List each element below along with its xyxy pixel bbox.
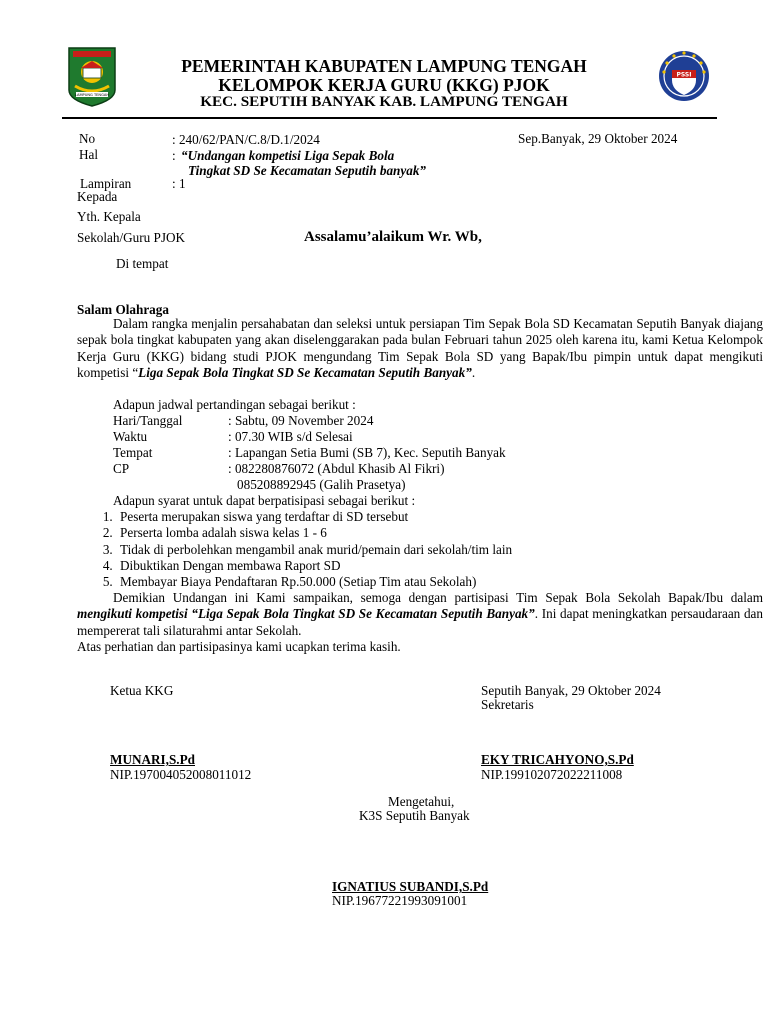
list-item: 1. Peserta merupakan siswa yang terdaftar di SD tersebut bbox=[116, 509, 512, 525]
schedule-value-cp-2: 085208892945 (Galih Prasetya) bbox=[237, 477, 406, 492]
body-paragraph-1-end: . bbox=[471, 364, 476, 380]
hal-value-2: Tingkat SD Se Kecamatan Seputih banyak” bbox=[188, 163, 427, 178]
list-item: 2. Perserta lomba adalah siswa kelas 1 - 6 bbox=[116, 525, 512, 541]
body-paragraph-1-text: Dalam rangka menjalin persahabatan dan seleksi untuk persiapan Tim Sepak Bola SD Kecamatan Seputih Banyak diajang sepak bola tingkat kabupaten yang akan diselenggarakan pada bulan Februari tahun 2025 oleh karena itu, kami Ketua Kelompok Kerja Guru (KKG) bidang studi PJOK mengundang Tim Sepak Bola SD yang Bapak/Ibu pimpin untuk dapat mengikuti kompetisi “ bbox=[77, 316, 763, 380]
no-value: : 240/62/PAN/C.8/D.1/2024 bbox=[172, 132, 320, 147]
schedule-value-day: : Sabtu, 09 November 2024 bbox=[228, 413, 374, 428]
bottom-signer-nip: NIP.19677221993091001 bbox=[332, 893, 468, 908]
right-signer-title: Sekretaris bbox=[481, 697, 534, 712]
svg-text:PSSI: PSSI bbox=[676, 71, 692, 79]
right-place-date: Seputih Banyak, 29 Oktober 2024 bbox=[481, 683, 661, 698]
list-item: 4. Dibuktikan Dengan membawa Raport SD bbox=[116, 558, 512, 574]
right-signer-nip: NIP.199102072022211008 bbox=[481, 767, 623, 782]
left-signer-nip: NIP.197004052008011012 bbox=[110, 767, 252, 782]
schedule-label-place: Tempat bbox=[113, 445, 153, 460]
requirements-intro: Adapun syarat untuk dapat berpatisipasi sebagai berikut : bbox=[113, 493, 416, 508]
schedule-label-time: Waktu bbox=[113, 429, 148, 444]
schedule-label-cp: CP bbox=[113, 461, 130, 476]
salutation: Salam Olahraga bbox=[77, 302, 169, 317]
schedule-label-day: Hari/Tanggal bbox=[113, 413, 183, 428]
letterhead-line-3: KEC. SEPUTIH BANYAK KAB. LAMPUNG TENGAH bbox=[200, 93, 568, 110]
mengetahui-label: Mengetahui, bbox=[388, 794, 455, 809]
schedule-value-cp: : 082280876072 (Abdul Khasib Al Fikri) bbox=[228, 461, 445, 476]
hal-colon: : bbox=[172, 148, 176, 163]
list-item: 5. Membayar Biaya Pendaftaran Rp.50.000 (Setiap Tim atau Sekolah) bbox=[116, 574, 512, 590]
bottom-signer-name: IGNATIUS SUBANDI,S.Pd bbox=[332, 879, 489, 894]
svg-text:LAMPUNG TENGAH: LAMPUNG TENGAH bbox=[74, 93, 110, 97]
recipient-name: Sekolah/Guru PJOK bbox=[77, 230, 186, 245]
requirements-list bbox=[96, 509, 512, 590]
hal-label: Hal bbox=[79, 147, 99, 162]
kepada-label: Kepada bbox=[77, 189, 118, 204]
schedule-value-place: : Lapangan Setia Bumi (SB 7), Kec. Seputih Banyak bbox=[228, 445, 506, 460]
closing-paragraph bbox=[77, 590, 763, 639]
body-paragraph-1 bbox=[77, 316, 763, 381]
schedule-value-time: : 07.30 WIB s/d Selesai bbox=[228, 429, 353, 444]
closing-bold: mengikuti kompetisi “Liga Sepak Bola Tingkat SD Se Kecamatan Seputih Banyak” bbox=[77, 606, 535, 622]
letterhead-divider bbox=[62, 117, 717, 119]
schedule-intro: Adapun jadwal pertandingan sebagai berikut : bbox=[113, 397, 356, 412]
thanks-line: Atas perhatian dan partisipasinya kami ucapkan terima kasih. bbox=[77, 639, 401, 654]
hal-value-1: “Undangan kompetisi Liga Sepak Bola bbox=[181, 148, 395, 163]
left-signer-name: MUNARI,S.Pd bbox=[110, 752, 195, 767]
di-tempat: Di tempat bbox=[116, 256, 169, 271]
recipient-title: Yth. Kepala bbox=[77, 209, 141, 224]
lampiran-label: Lampiran bbox=[80, 176, 132, 191]
no-label: No bbox=[79, 131, 96, 146]
closing-text-1: Demikian Undangan ini Kami sampaikan, semoga dengan partisipasi Tim Sepak Bola Sekolah Bapak/Ibu dalam bbox=[113, 590, 763, 605]
competition-name: Liga Sepak Bola Tingkat SD Se Kecamatan Seputih Banyak” bbox=[138, 364, 472, 380]
letter-date: Sep.Banyak, 29 Oktober 2024 bbox=[518, 131, 678, 146]
k3s-title: K3S Seputih Banyak bbox=[359, 808, 470, 823]
letterhead-line-1: PEMERINTAH KABUPATEN LAMPUNG TENGAH bbox=[181, 56, 587, 76]
list-item: 3. Tidak di perbolehkan mengambil anak murid/pemain dari sekolah/tim lain bbox=[116, 542, 512, 558]
opening-greeting: Assalamu’alaikum Wr. Wb, bbox=[304, 229, 482, 245]
letterhead-line-2: KELOMPOK KERJA GURU (KKG) PJOK bbox=[218, 75, 550, 95]
lampiran-value: : 1 bbox=[172, 176, 186, 191]
closing-text-2: . Ini dapat meningkatkan persaudaraan dan mempererat tali silaturahmi antar Sekolah. bbox=[77, 606, 763, 638]
right-signer-name: EKY TRICAHYONO,S.Pd bbox=[481, 752, 634, 767]
left-signer-title: Ketua KKG bbox=[110, 683, 174, 698]
